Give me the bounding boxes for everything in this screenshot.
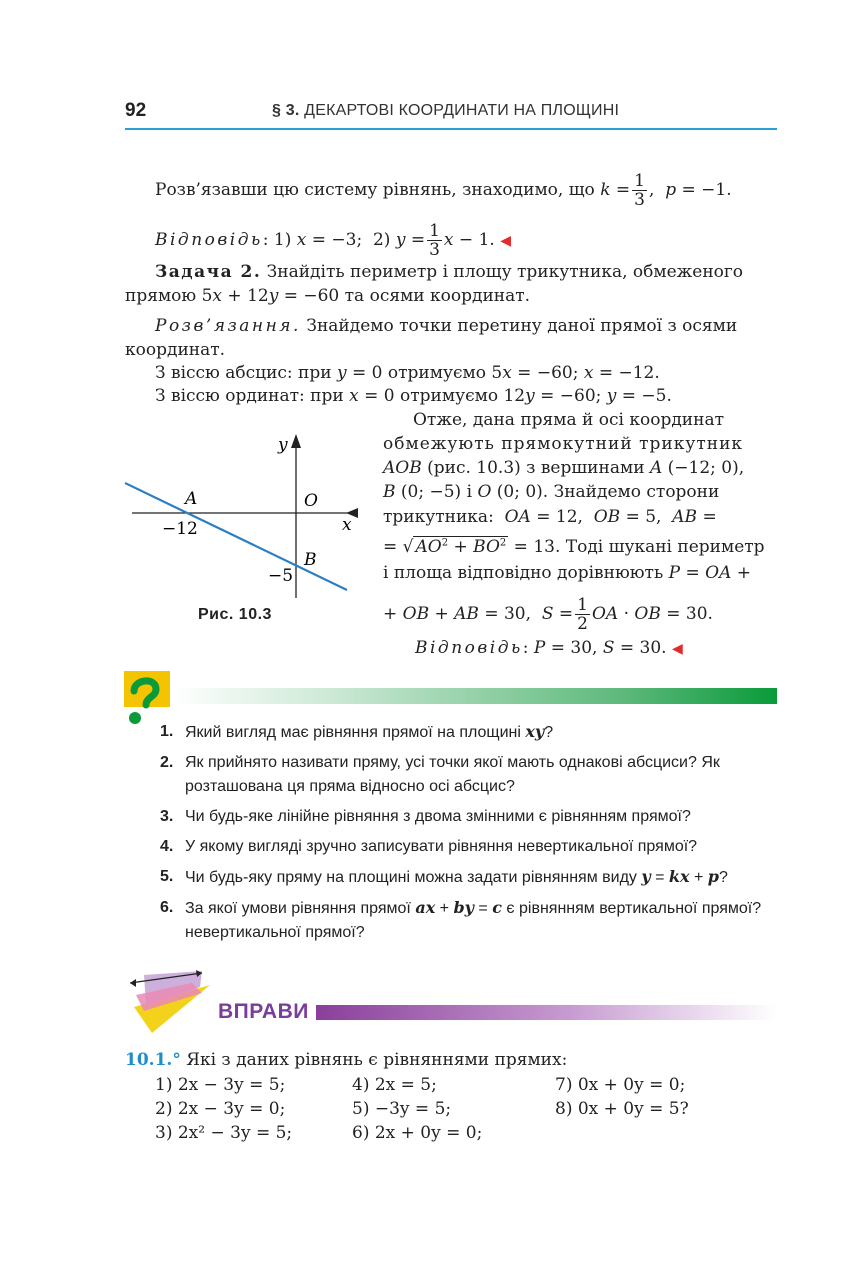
tick-minus-12: −12 (162, 519, 198, 539)
right-col-line-4: B (0; −5) і O (0; 0). Знайдемо сторони (383, 482, 720, 502)
figure-coordinate-plot (120, 428, 370, 603)
triangle-end-icon: ◀ (500, 233, 511, 249)
right-col-line-5: трикутника: OA = 12, OB = 5, AB = (383, 507, 717, 527)
page-number: 92 (125, 100, 147, 121)
task2-line-1 (155, 262, 743, 282)
exercise-item: 7) 0x + 0y = 0; (555, 1075, 686, 1095)
solution-line-2: координат. (125, 340, 226, 360)
exercise-item: 5) −3y = 5; (352, 1099, 452, 1119)
triangle-end-icon: ◀ (672, 641, 683, 657)
question-item: 6. За якої умови рівняння прямої ax + by = c є рівнянням вертикальної прямої? невертикальної прямої? (160, 898, 762, 941)
fraction-one-third: $\frac{1}{3}$ (634, 171, 645, 210)
answer-line-1: Відповідь: 1) x = −3; 2) y = $\frac{1}{3}$ x − 1. ◀ (155, 221, 511, 260)
task2-line-2: прямою 5x + 12y = −60 та осями координат. (125, 286, 531, 306)
question-item: 1. Який вигляд має рівняння прямої на площині xy? (160, 722, 554, 741)
exercise-number: 10.1.° (125, 1050, 181, 1070)
exercise-item: 6) 2x + 0y = 0; (352, 1123, 483, 1143)
figure-caption: Рис. 10.3 (198, 606, 272, 623)
questions-list (160, 720, 780, 951)
origin-O-label: O (304, 491, 318, 511)
abscissa-line: З віссю абсцис: при y = 0 отримуємо 5x = −60; x = −12. (155, 363, 660, 383)
solution-result-line: Розв’язавши цю систему рівнянь, знаходимо, що k = $\frac{1}{3}$ , p = −1. (155, 171, 732, 210)
answer-line-2: Відповідь: P = 30, S = 30. ◀ (415, 638, 683, 658)
question-item: 3. Чи будь-яке лінійне рівняння з двома змінними є рівнянням прямої? (160, 808, 691, 825)
exercise-item: 1) 2x − 3y = 5; (155, 1075, 286, 1095)
exercises-band (316, 1005, 777, 1020)
solution-label: Розв’язання. (155, 316, 301, 336)
solution-line-1: Розв’язання. Знайдемо точки перетину даної прямої з осями (155, 316, 738, 336)
exercises-title: ВПРАВИ (218, 1000, 309, 1023)
ruler-triangle-icon (122, 965, 217, 1035)
solution-result-text: Розв’язавши цю систему рівнянь, знаходимо, що (155, 180, 595, 200)
exercise-item: 4) 2x = 5; (352, 1075, 437, 1095)
question-item: 5. Чи будь-яку пряму на площині можна задати рівнянням виду y = kx + p? (160, 867, 728, 886)
task2-label: Задача 2. (155, 262, 262, 282)
question-item: 4. У якому вигляді зручно записувати рівняння невертикальної прямої? (160, 838, 698, 855)
right-col-line-7: і площа відповідно дорівнюють P = OA + (383, 563, 752, 583)
task2-text: Знайдіть периметр і площу трикутника, обмеженого (266, 262, 744, 282)
right-col-line-2: обмежують прямокутний трикутник (383, 434, 744, 454)
tick-minus-5: −5 (268, 566, 294, 586)
section-number: § 3. (272, 102, 300, 119)
running-header (272, 102, 619, 120)
exercise-item: 2) 2x − 3y = 0; (155, 1099, 286, 1119)
ordinate-line: З віссю ординат: при x = 0 отримуємо 12y = −60; y = −5. (155, 386, 672, 406)
right-col-line-8: + OB + AB = 30, S = $\frac{1}{2}$ OA · OB = 30. (383, 595, 713, 634)
exercise-10-1: 10.1.° Які з даних рівнянь є рівняннями прямих: (125, 1050, 568, 1070)
exercise-item: 8) 0x + 0y = 5? (555, 1099, 689, 1119)
questions-band (172, 688, 777, 704)
question-item: 2. Як прийнято називати пряму, усі точки якої мають однакові абсциси? Як розташована ця пряма відносно осі абсцис? (160, 754, 720, 795)
x-label: x (342, 515, 352, 535)
exercise-item: 3) 2x² − 3y = 5; (155, 1123, 293, 1143)
y-label: y (278, 435, 288, 455)
point-A-label: A (185, 489, 198, 509)
question-mark-icon (124, 671, 170, 707)
section-title: ДЕКАРТОВІ КООРДИНАТИ НА ПЛОЩИНІ (304, 102, 620, 119)
header-rule (125, 128, 777, 130)
right-col-line-3: AOB (рис. 10.3) з вершинами A (−12; 0), (383, 458, 745, 478)
right-col-line-1: Отже, дана пряма й осі координат (413, 410, 724, 430)
point-B-label: B (304, 550, 317, 570)
y-axis-arrow-icon (291, 434, 301, 448)
answer-label: Відповідь (155, 230, 263, 250)
right-col-line-6: = √ $AO^2 + BO^2 = 13$. Тоді шукані периметр (383, 537, 765, 557)
